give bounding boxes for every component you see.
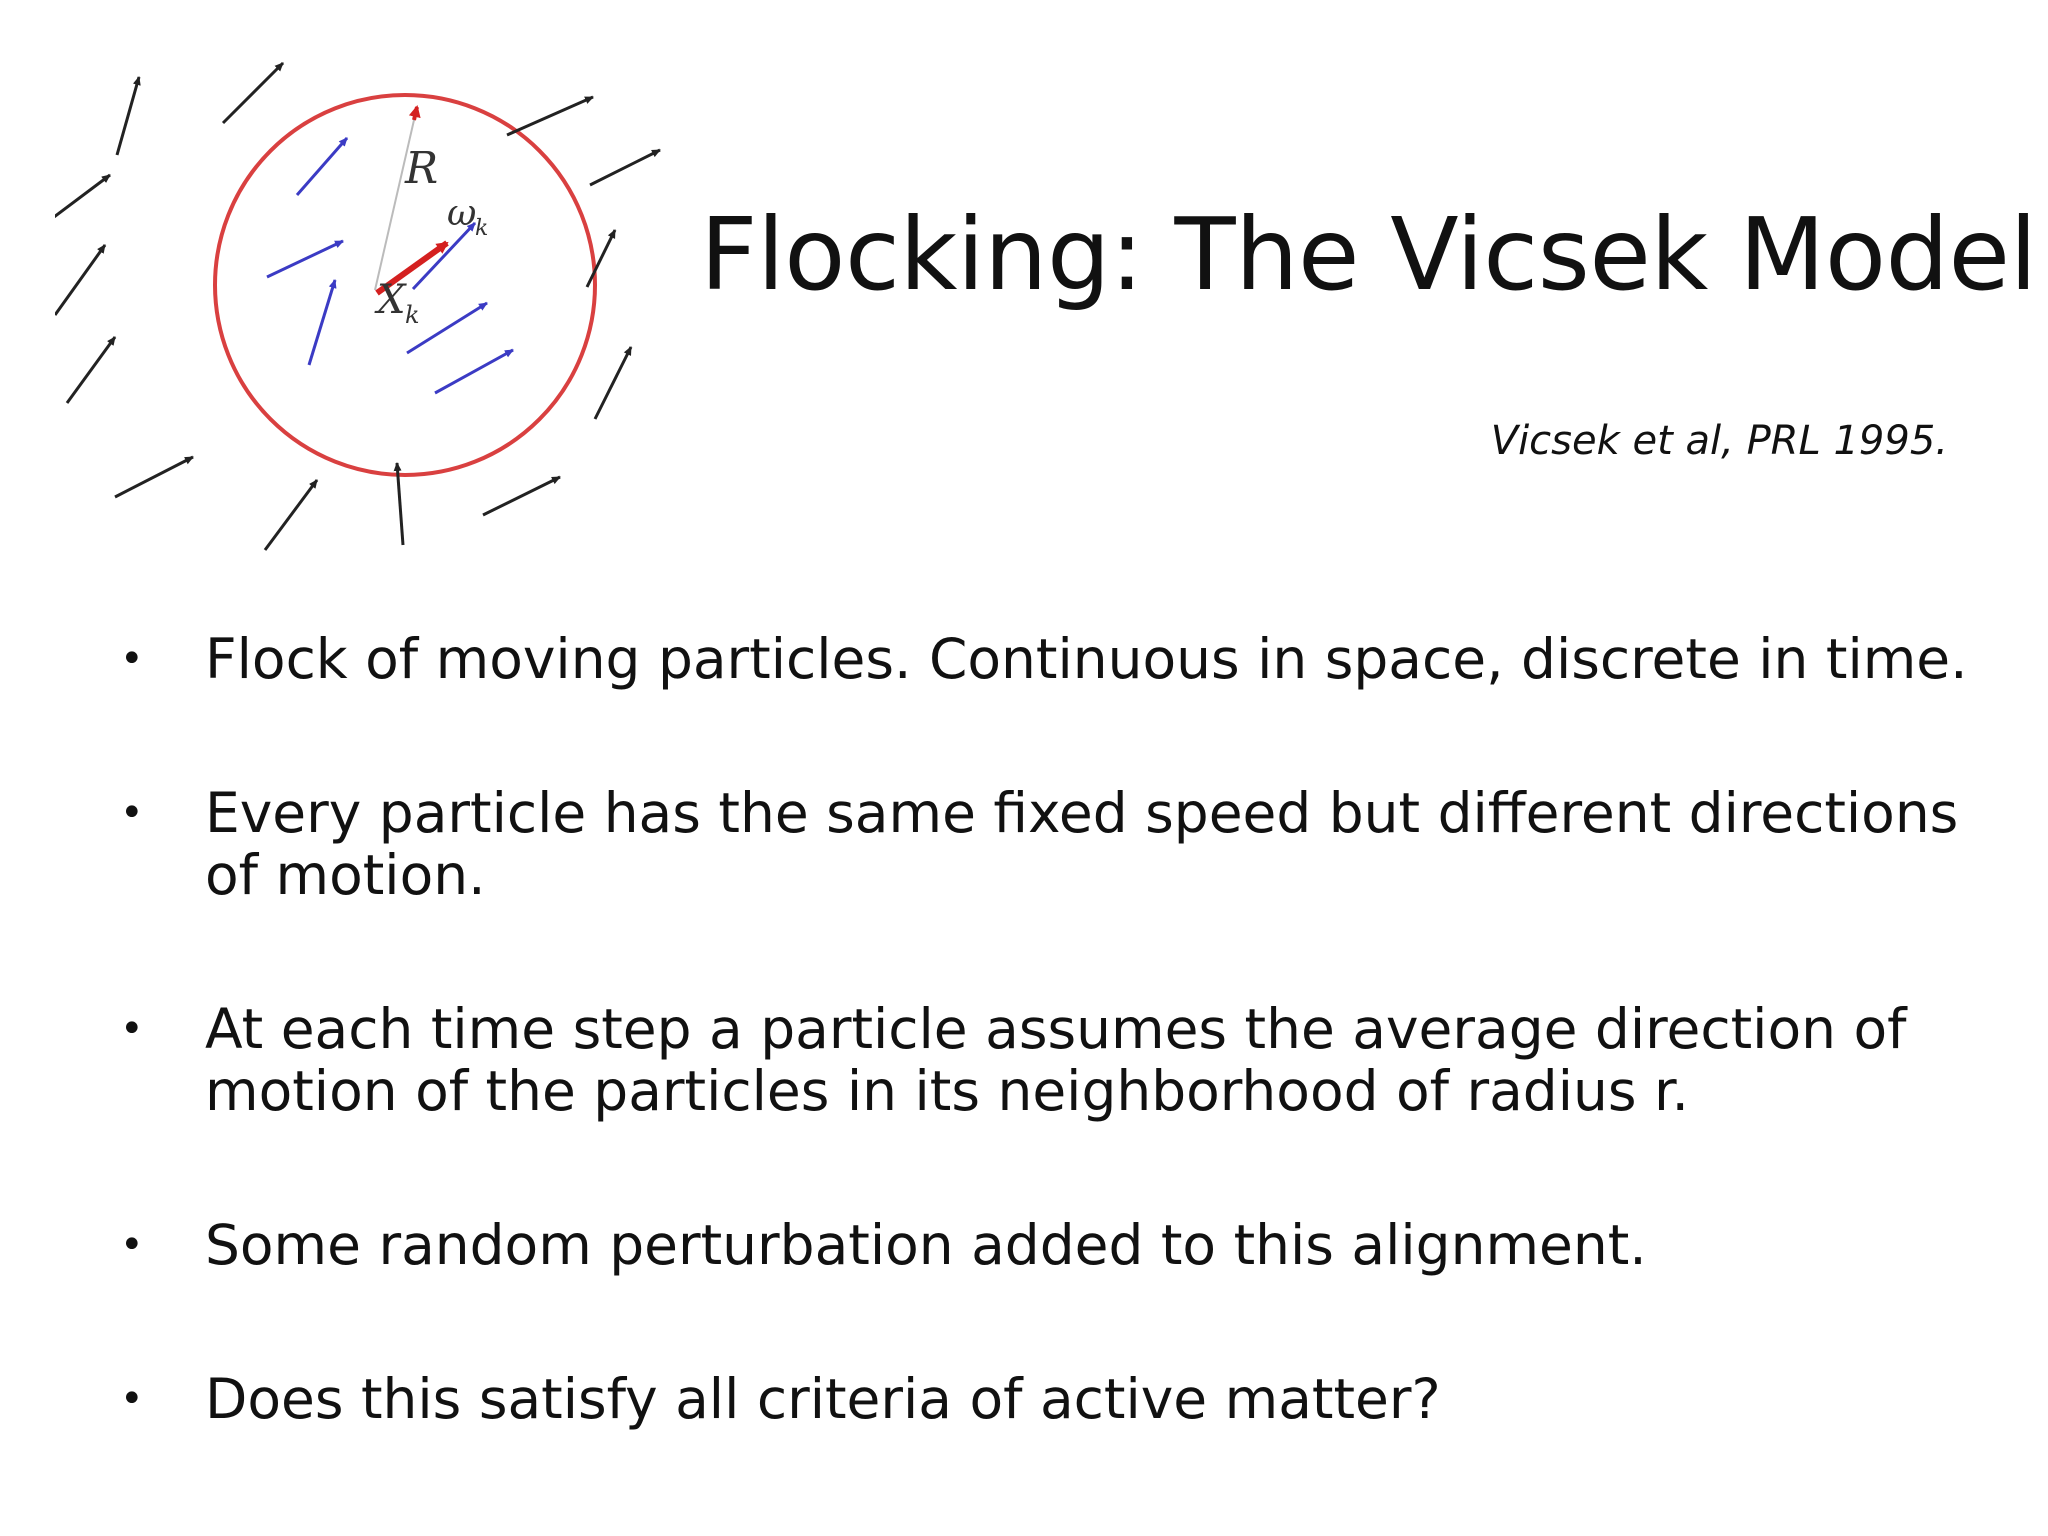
radius-tip: [414, 107, 417, 120]
inner-arrows: [267, 138, 513, 393]
bullet-text: Flock of moving particles. Continuous in space, discrete in time.: [205, 627, 1968, 691]
bullet-list: [120, 628, 1980, 1430]
bullet-item: [120, 998, 1980, 1122]
position-label: X: [377, 277, 406, 323]
bullet-text: Some random perturbation added to this alignment.: [205, 1213, 1647, 1277]
vicsek-diagram: [55, 45, 675, 565]
omega-subscript: k: [475, 216, 489, 241]
bullet-text: Every particle has the same fixed speed but different directions of motion.: [205, 781, 1959, 907]
bullet-marker: •: [120, 1222, 144, 1268]
bullet-item: [120, 782, 1980, 906]
bullet-text: Does this satisfy all criteria of active matter?: [205, 1367, 1441, 1431]
bullet-marker: •: [120, 636, 144, 682]
bullet-marker: •: [120, 1376, 144, 1422]
outer-arrows: [55, 63, 660, 550]
position-subscript: k: [405, 301, 420, 329]
vicsek-diagram-svg: [55, 45, 675, 565]
radius-label: R: [405, 143, 439, 194]
bullet-item: [120, 1214, 1980, 1276]
bullet-text: At each time step a particle assumes the average direction of motion of the particles in its neighborhood of radius r.: [205, 997, 1907, 1123]
citation: Vicsek et al, PRL 1995.: [1490, 418, 1948, 464]
radius-line: [375, 107, 417, 290]
bullet-marker: •: [120, 1006, 144, 1052]
bullet-marker: •: [120, 790, 144, 836]
bullet-item: [120, 1368, 1980, 1430]
omega-label: ω: [447, 193, 477, 234]
bullet-item: [120, 628, 1980, 690]
slide-title: Flocking: The Vicsek Model: [700, 196, 2037, 313]
